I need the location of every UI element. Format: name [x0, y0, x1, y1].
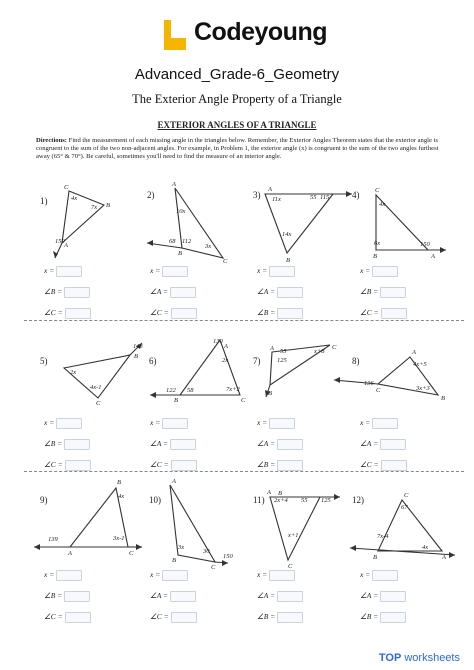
- answer-input[interactable]: [162, 418, 188, 429]
- answer-row: [360, 460, 407, 471]
- answer-label: x =: [360, 266, 371, 276]
- answer-label: ∠C =: [44, 612, 63, 622]
- diagram-label: C: [375, 187, 380, 194]
- diagram-label: 3x: [178, 544, 185, 551]
- answer-label: x =: [360, 418, 371, 428]
- diagram-label: 136: [364, 380, 374, 387]
- answer-label: ∠A =: [257, 439, 276, 449]
- answer-label: x =: [360, 570, 371, 580]
- answer-row: [44, 591, 90, 602]
- answer-input[interactable]: [171, 612, 197, 623]
- answer-label: x =: [257, 418, 268, 428]
- page-title: Advanced_Grade-6_Geometry: [134, 66, 340, 83]
- problem-number: 3): [253, 190, 261, 200]
- answer-input[interactable]: [277, 612, 303, 623]
- answer-input[interactable]: [64, 591, 90, 602]
- diagram-label: 3x-1: [113, 535, 125, 542]
- answer-input[interactable]: [56, 266, 82, 277]
- diagram-label: C: [376, 387, 381, 394]
- answer-label: ∠B =: [257, 308, 276, 318]
- diagram-label: B: [174, 397, 178, 404]
- arrow-icon: [440, 247, 446, 253]
- answer-input[interactable]: [372, 266, 398, 277]
- diagram-label: 4x: [422, 544, 429, 551]
- answer-row: [360, 439, 406, 450]
- answer-row: [150, 308, 197, 319]
- diagram-label: 55: [280, 348, 287, 355]
- answer-input[interactable]: [56, 570, 82, 581]
- diagram-label: C: [129, 550, 134, 557]
- answer-row: [257, 612, 303, 623]
- diagram-label: B: [117, 479, 121, 486]
- diagram-label: x+8: [314, 348, 325, 355]
- footer-top: TOP: [378, 652, 402, 664]
- diagram-label: C: [288, 563, 293, 570]
- answer-input[interactable]: [380, 287, 406, 298]
- diagram-label: C: [404, 492, 409, 499]
- answer-row: [257, 287, 303, 298]
- problem-number: 6): [149, 356, 157, 366]
- answer-input[interactable]: [277, 460, 303, 471]
- answer-row: [257, 308, 303, 319]
- answer-input[interactable]: [65, 460, 91, 471]
- diagram-label: 10x: [176, 208, 186, 215]
- triangle-11: [270, 497, 340, 560]
- arrow-icon: [136, 544, 142, 550]
- diagram-label: 112: [182, 238, 192, 245]
- answer-row: [150, 439, 196, 450]
- problem-number: 7): [253, 356, 261, 366]
- triangle-2: [147, 188, 223, 258]
- answer-label: ∠C =: [44, 308, 63, 318]
- answer-input[interactable]: [64, 287, 90, 298]
- diagram-label: B: [373, 554, 377, 561]
- answer-row: [257, 460, 303, 471]
- answer-label: x =: [150, 266, 161, 276]
- diagram-label: 122: [166, 387, 176, 394]
- answer-input[interactable]: [381, 460, 407, 471]
- answer-row: [257, 266, 295, 277]
- diagram-label: 125: [321, 497, 331, 504]
- diagram-label: B: [172, 557, 176, 564]
- answer-row: [44, 418, 82, 429]
- answer-label: ∠A =: [150, 287, 169, 297]
- diagram-label: 68: [169, 238, 176, 245]
- answer-row: [150, 287, 196, 298]
- problem-number: 10): [149, 495, 161, 505]
- answer-input[interactable]: [65, 308, 91, 319]
- diagram-label: 6x: [374, 240, 381, 247]
- diagram-label: A: [268, 186, 272, 193]
- answer-input[interactable]: [56, 418, 82, 429]
- diagram-label: 3x+3: [416, 385, 430, 392]
- answer-input[interactable]: [162, 570, 188, 581]
- answer-label: ∠A =: [360, 591, 379, 601]
- diagram-label: 55: [310, 194, 317, 201]
- arrow-icon: [34, 544, 40, 550]
- answer-label: x =: [257, 570, 268, 580]
- diagram-label: 150: [55, 238, 65, 245]
- diagram-label: A: [442, 554, 446, 561]
- answer-label: ∠A =: [150, 439, 169, 449]
- answer-row: [360, 591, 406, 602]
- answer-row: [150, 612, 197, 623]
- directions-label: Directions:: [36, 137, 68, 144]
- diagram-label: B: [373, 253, 377, 260]
- answer-input[interactable]: [65, 612, 91, 623]
- problem-number: 8): [352, 356, 360, 366]
- worksheet-title: EXTERIOR ANGLES OF A TRIANGLE: [157, 120, 317, 130]
- answer-label: ∠A =: [257, 591, 276, 601]
- diagram-label: B: [286, 257, 290, 264]
- answer-label: ∠C =: [150, 308, 169, 318]
- diagram-label: x+1: [288, 532, 299, 539]
- diagram-label: B: [278, 490, 282, 497]
- problem-number: 1): [40, 196, 48, 206]
- answer-label: ∠B =: [44, 287, 63, 297]
- diagram-label: 125: [277, 357, 287, 364]
- answer-row: [360, 287, 406, 298]
- diagram-label: A: [172, 478, 176, 485]
- answer-input[interactable]: [277, 308, 303, 319]
- answer-input[interactable]: [277, 287, 303, 298]
- diagram-label: 7x: [91, 204, 98, 211]
- answer-input[interactable]: [380, 591, 406, 602]
- footer-rest: worksheets: [401, 652, 460, 664]
- answer-row: [44, 460, 91, 471]
- answer-label: ∠A =: [257, 287, 276, 297]
- diagram-label: 7x-4: [377, 533, 389, 540]
- diagram-label: 4x: [379, 201, 386, 208]
- brand-name: Codeyoung: [194, 18, 327, 46]
- problem-number: 2): [147, 190, 155, 200]
- answer-label: ∠C =: [360, 308, 379, 318]
- answer-label: x =: [257, 266, 268, 276]
- diagram-label: C: [96, 400, 101, 407]
- answer-input[interactable]: [162, 266, 188, 277]
- diagram-label: 11x: [272, 196, 281, 203]
- answer-input[interactable]: [372, 570, 398, 581]
- answer-row: [360, 570, 398, 581]
- problem-number: 9): [40, 495, 48, 505]
- answer-row: [150, 460, 197, 471]
- directions-text: Find the measurement of each missing angle in the triangles below. Remember, the Exterior Angles Theorem states that the exterior angle is congruent to the sum of the two non-adjacent angles. For example, in Problem 1, the exterior angle (x) is congruent to the sum of the two angles furthest away (65° & 70°). Be careful, sometimes you'll need to find the measure of an interior angle.: [36, 137, 439, 161]
- answer-label: ∠B =: [360, 287, 379, 297]
- diagram-label: 3x: [205, 243, 212, 250]
- answer-row: [44, 308, 91, 319]
- answer-label: ∠A =: [150, 591, 169, 601]
- answer-row: [257, 591, 303, 602]
- answer-label: ∠C =: [44, 460, 63, 470]
- answer-row: [360, 308, 407, 319]
- answer-label: ∠B =: [257, 612, 276, 622]
- diagram-label: A: [431, 253, 435, 260]
- answer-label: x =: [44, 418, 55, 428]
- diagram-label: A: [68, 550, 72, 557]
- answer-input[interactable]: [170, 591, 196, 602]
- arrow-icon: [334, 377, 340, 383]
- diagram-label: 30: [203, 548, 210, 555]
- problem-number: 4): [352, 190, 360, 200]
- diagram-label: 55: [301, 497, 308, 504]
- diagram-label: C: [332, 344, 337, 351]
- problem-number: 12): [352, 495, 364, 505]
- diagram-label: C: [241, 397, 246, 404]
- arrow-icon: [334, 494, 340, 500]
- diagram-label: B: [268, 390, 272, 397]
- answer-row: [257, 570, 295, 581]
- answer-input[interactable]: [277, 439, 303, 450]
- diagram-label: B: [178, 250, 182, 257]
- diagram-label: 150: [223, 553, 233, 560]
- diagram-label: 2x: [70, 369, 77, 376]
- answer-row: [44, 570, 82, 581]
- diagram-label: 130: [213, 338, 223, 345]
- answer-label: x =: [150, 418, 161, 428]
- diagram-label: 4x-1: [90, 384, 102, 391]
- answer-row: [44, 439, 90, 450]
- answer-row: [44, 287, 90, 298]
- diagram-label: 115: [320, 194, 330, 201]
- diagram-label: A: [267, 489, 271, 496]
- answer-input[interactable]: [64, 439, 90, 450]
- answer-label: x =: [44, 570, 55, 580]
- diagram-label: C: [64, 184, 69, 191]
- diagram-label: A: [270, 345, 274, 352]
- diagram-label: A: [412, 349, 416, 356]
- answer-input[interactable]: [269, 266, 295, 277]
- answer-label: x =: [44, 266, 55, 276]
- answer-label: ∠B =: [44, 591, 63, 601]
- answer-label: ∠A =: [360, 439, 379, 449]
- diagram-label: 67: [401, 504, 408, 511]
- answer-input[interactable]: [372, 418, 398, 429]
- diagram-label: A: [172, 181, 176, 188]
- answer-input[interactable]: [171, 460, 197, 471]
- diagram-label: 2x: [222, 357, 229, 364]
- answer-label: x =: [150, 570, 161, 580]
- answer-input[interactable]: [269, 418, 295, 429]
- triangle-4: [376, 195, 446, 250]
- triangle-1: [55, 191, 104, 258]
- answer-row: [257, 439, 303, 450]
- answer-input[interactable]: [380, 439, 406, 450]
- diagram-label: C: [211, 564, 216, 571]
- diagram-label: A: [224, 343, 228, 350]
- answer-label: ∠C =: [150, 612, 169, 622]
- answer-input[interactable]: [381, 308, 407, 319]
- answer-input[interactable]: [170, 287, 196, 298]
- diagram-label: 2x+4: [274, 497, 288, 504]
- answer-row: [360, 418, 398, 429]
- answer-label: ∠B =: [257, 460, 276, 470]
- footer-brand: [379, 652, 460, 664]
- answer-row: [150, 570, 188, 581]
- answer-row: [150, 266, 188, 277]
- problem-number: 11): [253, 495, 265, 505]
- arrow-icon: [150, 392, 156, 398]
- arrow-icon: [222, 560, 228, 566]
- answer-label: ∠B =: [44, 439, 63, 449]
- answer-input[interactable]: [277, 591, 303, 602]
- answer-row: [150, 591, 196, 602]
- diagram-label: 58: [187, 387, 194, 394]
- answer-row: [257, 418, 295, 429]
- arrow-icon: [350, 545, 356, 551]
- answer-row: [150, 418, 188, 429]
- answer-row: [360, 266, 398, 277]
- answer-input[interactable]: [171, 308, 197, 319]
- diagram-label: B: [106, 202, 110, 209]
- diagram-label: 4x: [71, 195, 78, 202]
- page-subtitle: The Exterior Angle Property of a Triangle: [132, 92, 342, 106]
- diagram-label: 143: [133, 343, 143, 350]
- answer-input[interactable]: [170, 439, 196, 450]
- diagram-label: 150: [420, 241, 430, 248]
- answer-input[interactable]: [269, 570, 295, 581]
- diagram-label: C: [223, 258, 228, 265]
- diagram-label: 139: [48, 536, 58, 543]
- answer-row: [44, 266, 82, 277]
- problem-number: 5): [40, 356, 48, 366]
- triangle-10: [170, 485, 228, 563]
- arrow-icon: [147, 240, 153, 246]
- diagram-label: 14x: [282, 231, 292, 238]
- answer-row: [360, 612, 406, 623]
- diagram-label: 4x: [118, 493, 125, 500]
- diagram-label: B: [134, 353, 138, 360]
- arrow-icon: [449, 552, 455, 558]
- diagram-label: 7x+2: [226, 386, 240, 393]
- answer-label: ∠C =: [150, 460, 169, 470]
- answer-row: [44, 612, 91, 623]
- diagram-label: A: [64, 242, 68, 249]
- diagram-label: B: [441, 395, 445, 402]
- diagram-label: 4x+5: [413, 361, 427, 368]
- answer-label: ∠B =: [360, 612, 379, 622]
- answer-input[interactable]: [380, 612, 406, 623]
- answer-label: ∠C =: [360, 460, 379, 470]
